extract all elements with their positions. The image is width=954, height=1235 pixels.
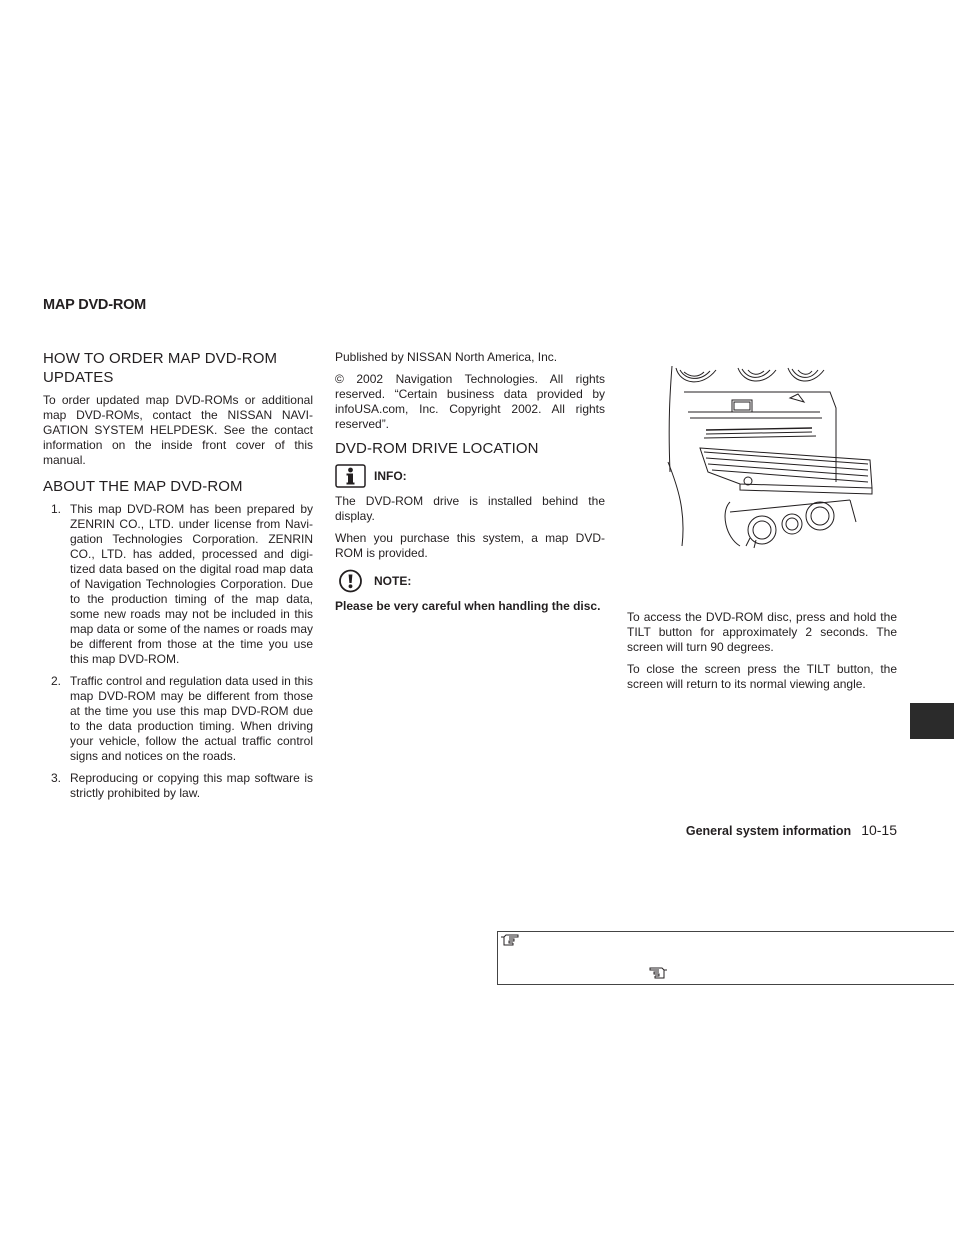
note-text: Please be very careful when handling the disc. [335, 599, 601, 613]
published-by: Published by NISSAN North America, Inc. [335, 350, 558, 364]
heading-about-map: ABOUT THE MAP DVD-ROM [43, 478, 243, 495]
pointing-hand-left-icon[interactable] [648, 967, 668, 980]
about-map-list [43, 502, 313, 801]
list-item [43, 502, 313, 667]
info-paragraph-1: The DVD-ROM drive is installed behind the display. [335, 494, 605, 523]
note-callout [335, 569, 605, 593]
navigation-box [497, 931, 954, 985]
info-paragraph-2: When you purchase this system, a map DVD-ROM is provided. [335, 531, 605, 560]
pointing-hand-right-icon[interactable] [500, 934, 520, 947]
access-disc-paragraph: To access the DVD-ROM disc, press and hold the TILT button for approximately 2 seconds. The screen will turn 90 degrees. [627, 610, 897, 654]
column-middle [335, 350, 605, 621]
note-label: NOTE: [374, 573, 412, 588]
info-label: INFO: [374, 468, 407, 483]
chapter-tab [910, 703, 954, 739]
list-item-text: Reproducing or copying this map software is strictly prohibited by law. [70, 771, 313, 800]
list-item-number: 3. [51, 771, 62, 785]
list-item [43, 674, 313, 764]
heading-order-updates: HOW TO ORDER MAP DVD-ROM UPDATES [43, 350, 278, 386]
close-screen-paragraph: To close the screen press the TILT button, the screen will return to its normal viewing angle. [627, 662, 897, 691]
list-item-number: 2. [51, 674, 62, 688]
page-number: 10-15 [861, 822, 897, 838]
order-updates-paragraph: To order updated map DVD-ROMs or additional map DVD-ROMs, contact the NISSAN NAVI-GATION SYSTEM HELPDESK. See the contact information on the inside front cover of this manual. [43, 393, 313, 467]
heading-dvd-drive-location: DVD-ROM DRIVE LOCATION [335, 440, 539, 457]
footer-section-name: General system information [685, 824, 852, 838]
page-footer [600, 822, 897, 838]
warning-icon [335, 569, 366, 593]
info-callout [335, 464, 605, 488]
list-item-text: This map DVD-ROM has been prepared by ZENRIN CO., LTD. under license from Navi-gation Technologies Corporation. ZENRIN CO., LTD. has added, processed and digi-tized data based on the digital road map data of Navigation Technologies Corporation. Due to the production timing of the map data, some new roads may not be included in this map data or some of the names or roads may be different from those at the time you use this map DVD-ROM. [70, 502, 313, 666]
column-right [627, 610, 897, 699]
list-item-number: 1. [51, 502, 62, 516]
list-item [43, 771, 313, 801]
dvd-drive-illustration [660, 362, 880, 552]
column-left [43, 349, 313, 809]
info-icon [335, 464, 366, 488]
copyright-notice: © 2002 Navigation Technologies. All rights reserved. “Certain business data provided by infoUSA.com, Inc. Copyright 2002. All rights reserved”. [335, 372, 605, 431]
list-item-text: Traffic control and regulation data used in this map DVD-ROM may be different from those at the time you use this map DVD-ROM due to the data production timing. When driving your vehicle, follow the actual traffic control signs and notices on the roads. [70, 674, 313, 763]
section-title: MAP DVD-ROM [43, 297, 147, 313]
